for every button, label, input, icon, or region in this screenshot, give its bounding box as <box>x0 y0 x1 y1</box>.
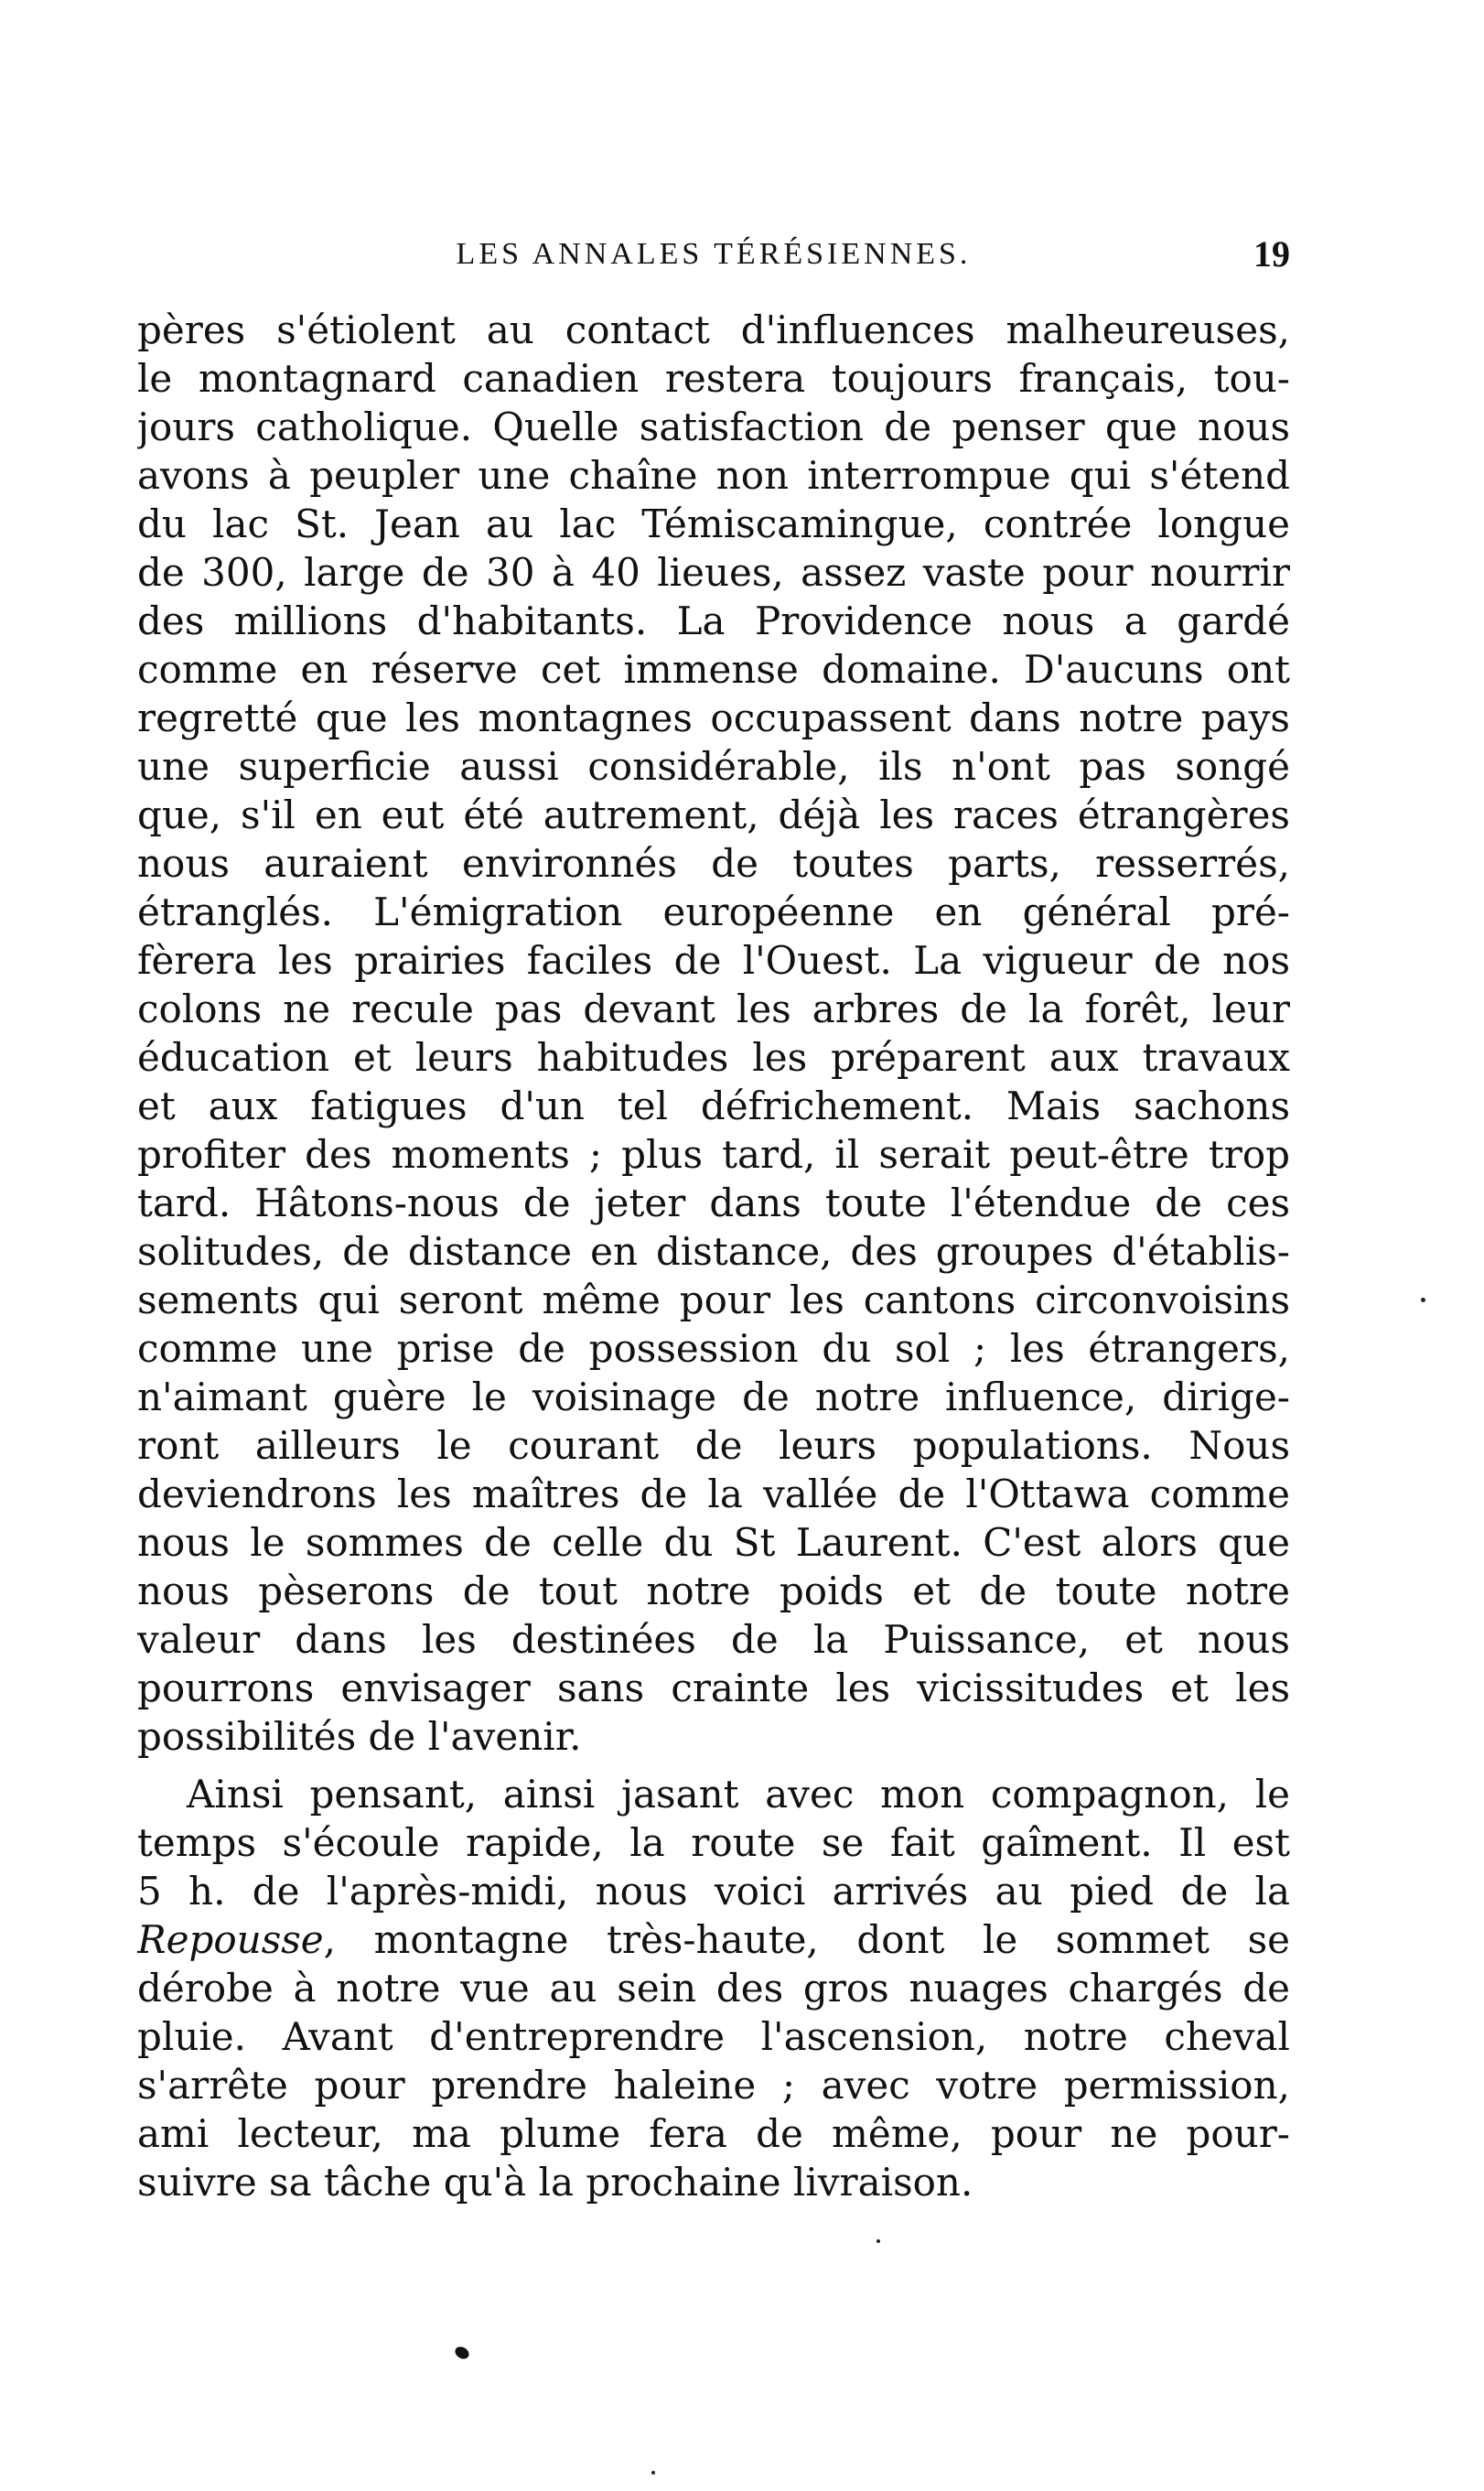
text-line: pourrons envisager sans crainte les vicissitudes et les <box>137 1666 1290 1710</box>
text-line: 5 h. de l'après-midi, nous voici arrivés au pied de la <box>137 1869 1290 1914</box>
text-line: regretté que les montagnes occupassent dans notre pays <box>137 696 1290 740</box>
text-line: suivre sa tâche qu'à la prochaine livraison. <box>137 2160 973 2205</box>
page-number: 19 <box>1253 233 1290 275</box>
paragraph-1 <box>137 306 1290 1761</box>
paragraph-gap <box>137 1761 1290 1770</box>
text-line: n'aimant guère le voisinage de notre influence, dirige- <box>137 1375 1290 1419</box>
text-line: nous pèserons de tout notre poids et de toute notre <box>137 1569 1290 1613</box>
text-line: nous le sommes de celle du St Laurent. C'est alors que <box>137 1520 1290 1565</box>
text-line: possibilités de l'avenir. <box>137 1714 582 1759</box>
body-text <box>137 306 1290 2206</box>
text-line: de 300, large de 30 à 40 lieues, assez vaste pour nourrir <box>137 550 1290 595</box>
ornament-mark <box>453 2345 471 2361</box>
text-line: tard. Hâtons-nous de jeter dans toute l'étendue de ces <box>137 1181 1290 1225</box>
text-line: des millions d'habitants. La Providence nous a gardé <box>137 598 1290 643</box>
text-line: colons ne recule pas devant les arbres de la forêt, leur <box>137 987 1290 1031</box>
text-line: le montagnard canadien restera toujours français, tou- <box>137 356 1290 401</box>
text-line: avons à peupler une chaîne non interrompue qui s'étend <box>137 453 1290 498</box>
print-speck <box>651 2471 655 2475</box>
text-line: comme une prise de possession du sol ; les étrangers, <box>137 1326 1290 1371</box>
text-line: dérobe à notre vue au sein des gros nuages chargés de <box>137 1966 1290 2011</box>
running-title: LES ANNALES TÉRÉSIENNES. <box>456 237 972 271</box>
text-line: Repousse, montagne très-haute, dont le sommet se <box>137 1917 1290 1962</box>
text-line: jours catholique. Quelle satisfaction de penser que nous <box>137 404 1290 449</box>
text-line: étranglés. L'émigration européenne en général pré- <box>137 890 1290 934</box>
text-line: et aux fatigues d'un tel défrichement. Mais sachons <box>137 1084 1290 1128</box>
print-speck <box>1421 1298 1425 1302</box>
text-line: s'arrête pour prendre haleine ; avec votre permission, <box>137 2063 1290 2108</box>
text-line: temps s'écoule rapide, la route se fait gaîment. Il est <box>137 1820 1290 1865</box>
paragraph-2 <box>137 1770 1290 2206</box>
print-speck <box>876 2239 880 2243</box>
running-head <box>137 227 1290 282</box>
text-line: pluie. Avant d'entreprendre l'ascension, notre cheval <box>137 2014 1290 2059</box>
text-line: du lac St. Jean au lac Témiscamingue, contrée longue <box>137 501 1290 546</box>
text-line: ami lecteur, ma plume fera de même, pour ne pour- <box>137 2111 1290 2156</box>
text-line: nous auraient environnés de toutes parts, resserrés, <box>137 841 1290 886</box>
text-line: deviendrons les maîtres de la vallée de l'Ottawa comme <box>137 1472 1290 1516</box>
text-line: sements qui seront même pour les cantons circonvoisins <box>137 1278 1290 1322</box>
text-line: éducation et leurs habitudes les préparent aux travaux <box>137 1035 1290 1080</box>
text-line: une superficie aussi considérable, ils n'ont pas songé <box>137 744 1290 789</box>
text-line: comme en réserve cet immense domaine. D'aucuns ont <box>137 647 1290 692</box>
place-name: Repousse <box>137 1917 324 1962</box>
text-line: ront ailleurs le courant de leurs populations. Nous <box>137 1423 1290 1468</box>
text-line: valeur dans les destinées de la Puissance, et nous <box>137 1617 1290 1662</box>
text-line: que, s'il en eut été autrement, déjà les races étrangères <box>137 793 1290 837</box>
text-line: profiter des moments ; plus tard, il serait peut-être trop <box>137 1132 1290 1177</box>
text-line: solitudes, de distance en distance, des groupes d'établis- <box>137 1229 1290 1274</box>
text-line: fèrera les prairies faciles de l'Ouest. La vigueur de nos <box>137 938 1290 983</box>
text-line: pères s'étiolent au contact d'influences malheureuses, <box>137 307 1290 352</box>
text-line: Ainsi pensant, ainsi jasant avec mon compagnon, le <box>187 1772 1290 1817</box>
